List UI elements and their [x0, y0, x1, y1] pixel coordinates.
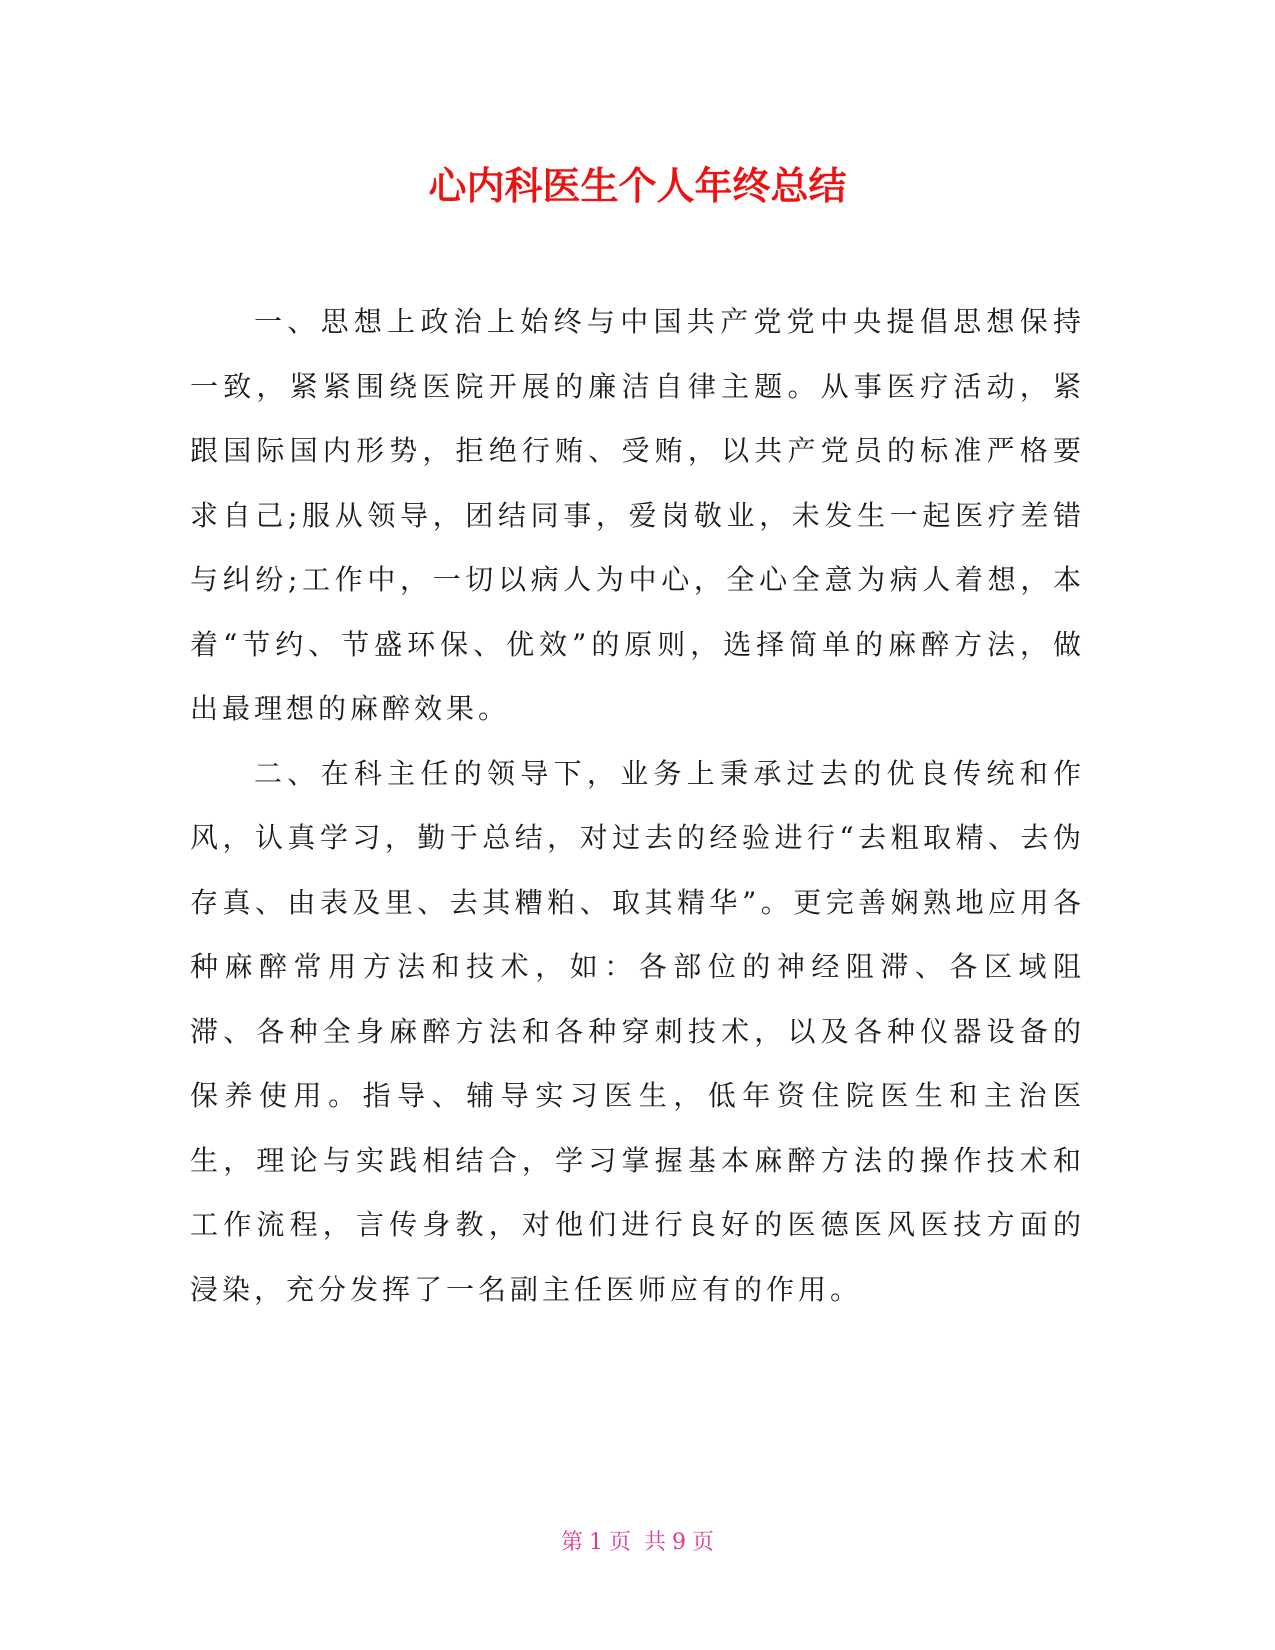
page-footer — [0, 1528, 1275, 1558]
document-body — [190, 290, 1085, 1322]
paragraph-2: 二、在科主任的领导下，业务上秉承过去的优良传统和作风，认真学习，勤于总结，对过去的经验进行“去粗取精、去伪存真、由表及里、去其糟粕、取其精华”。更完善娴熟地应用各种麻醉常用方法和技术，如：各部位的神经阻滞、各区域阻滞、各种全身麻醉方法和各种穿刺技术，以及各种仪器设备的保养使用。指导、辅导实习医生，低年资住院医生和主治医生，理论与实践相结合，学习掌握基本麻醉方法的操作技术和工作流程，言传身教，对他们进行良好的医德医风医技方面的浸染，充分发挥了一名副主任医师应有的作用。 — [190, 756, 1085, 1306]
footer-prefix: 第 — [560, 1530, 583, 1555]
paragraph-1: 一、思想上政治上始终与中国共产党党中央提倡思想保持一致，紧紧围绕医院开展的廉洁自律主题。从事医疗活动，紧跟国际国内形势，拒绝行贿、受贿，以共产党员的标准严格要求自己;服从领导，团结同事，爱岗敬业，未发生一起医疗差错与纠纷;工作中，一切以病人为中心，全心全意为病人着想，本着“节约、节盛环保、优效”的原则，选择简单的麻醉方法，做出最理想的麻醉效果。 — [190, 305, 1085, 725]
document-title: 心内科医生个人年终总结 — [428, 164, 847, 208]
footer-suffix: 页 — [692, 1530, 715, 1555]
footer-middle: 页 共 — [609, 1530, 666, 1555]
footer-current-page: 1 — [589, 1530, 603, 1555]
footer-total-pages: 9 — [672, 1530, 686, 1555]
